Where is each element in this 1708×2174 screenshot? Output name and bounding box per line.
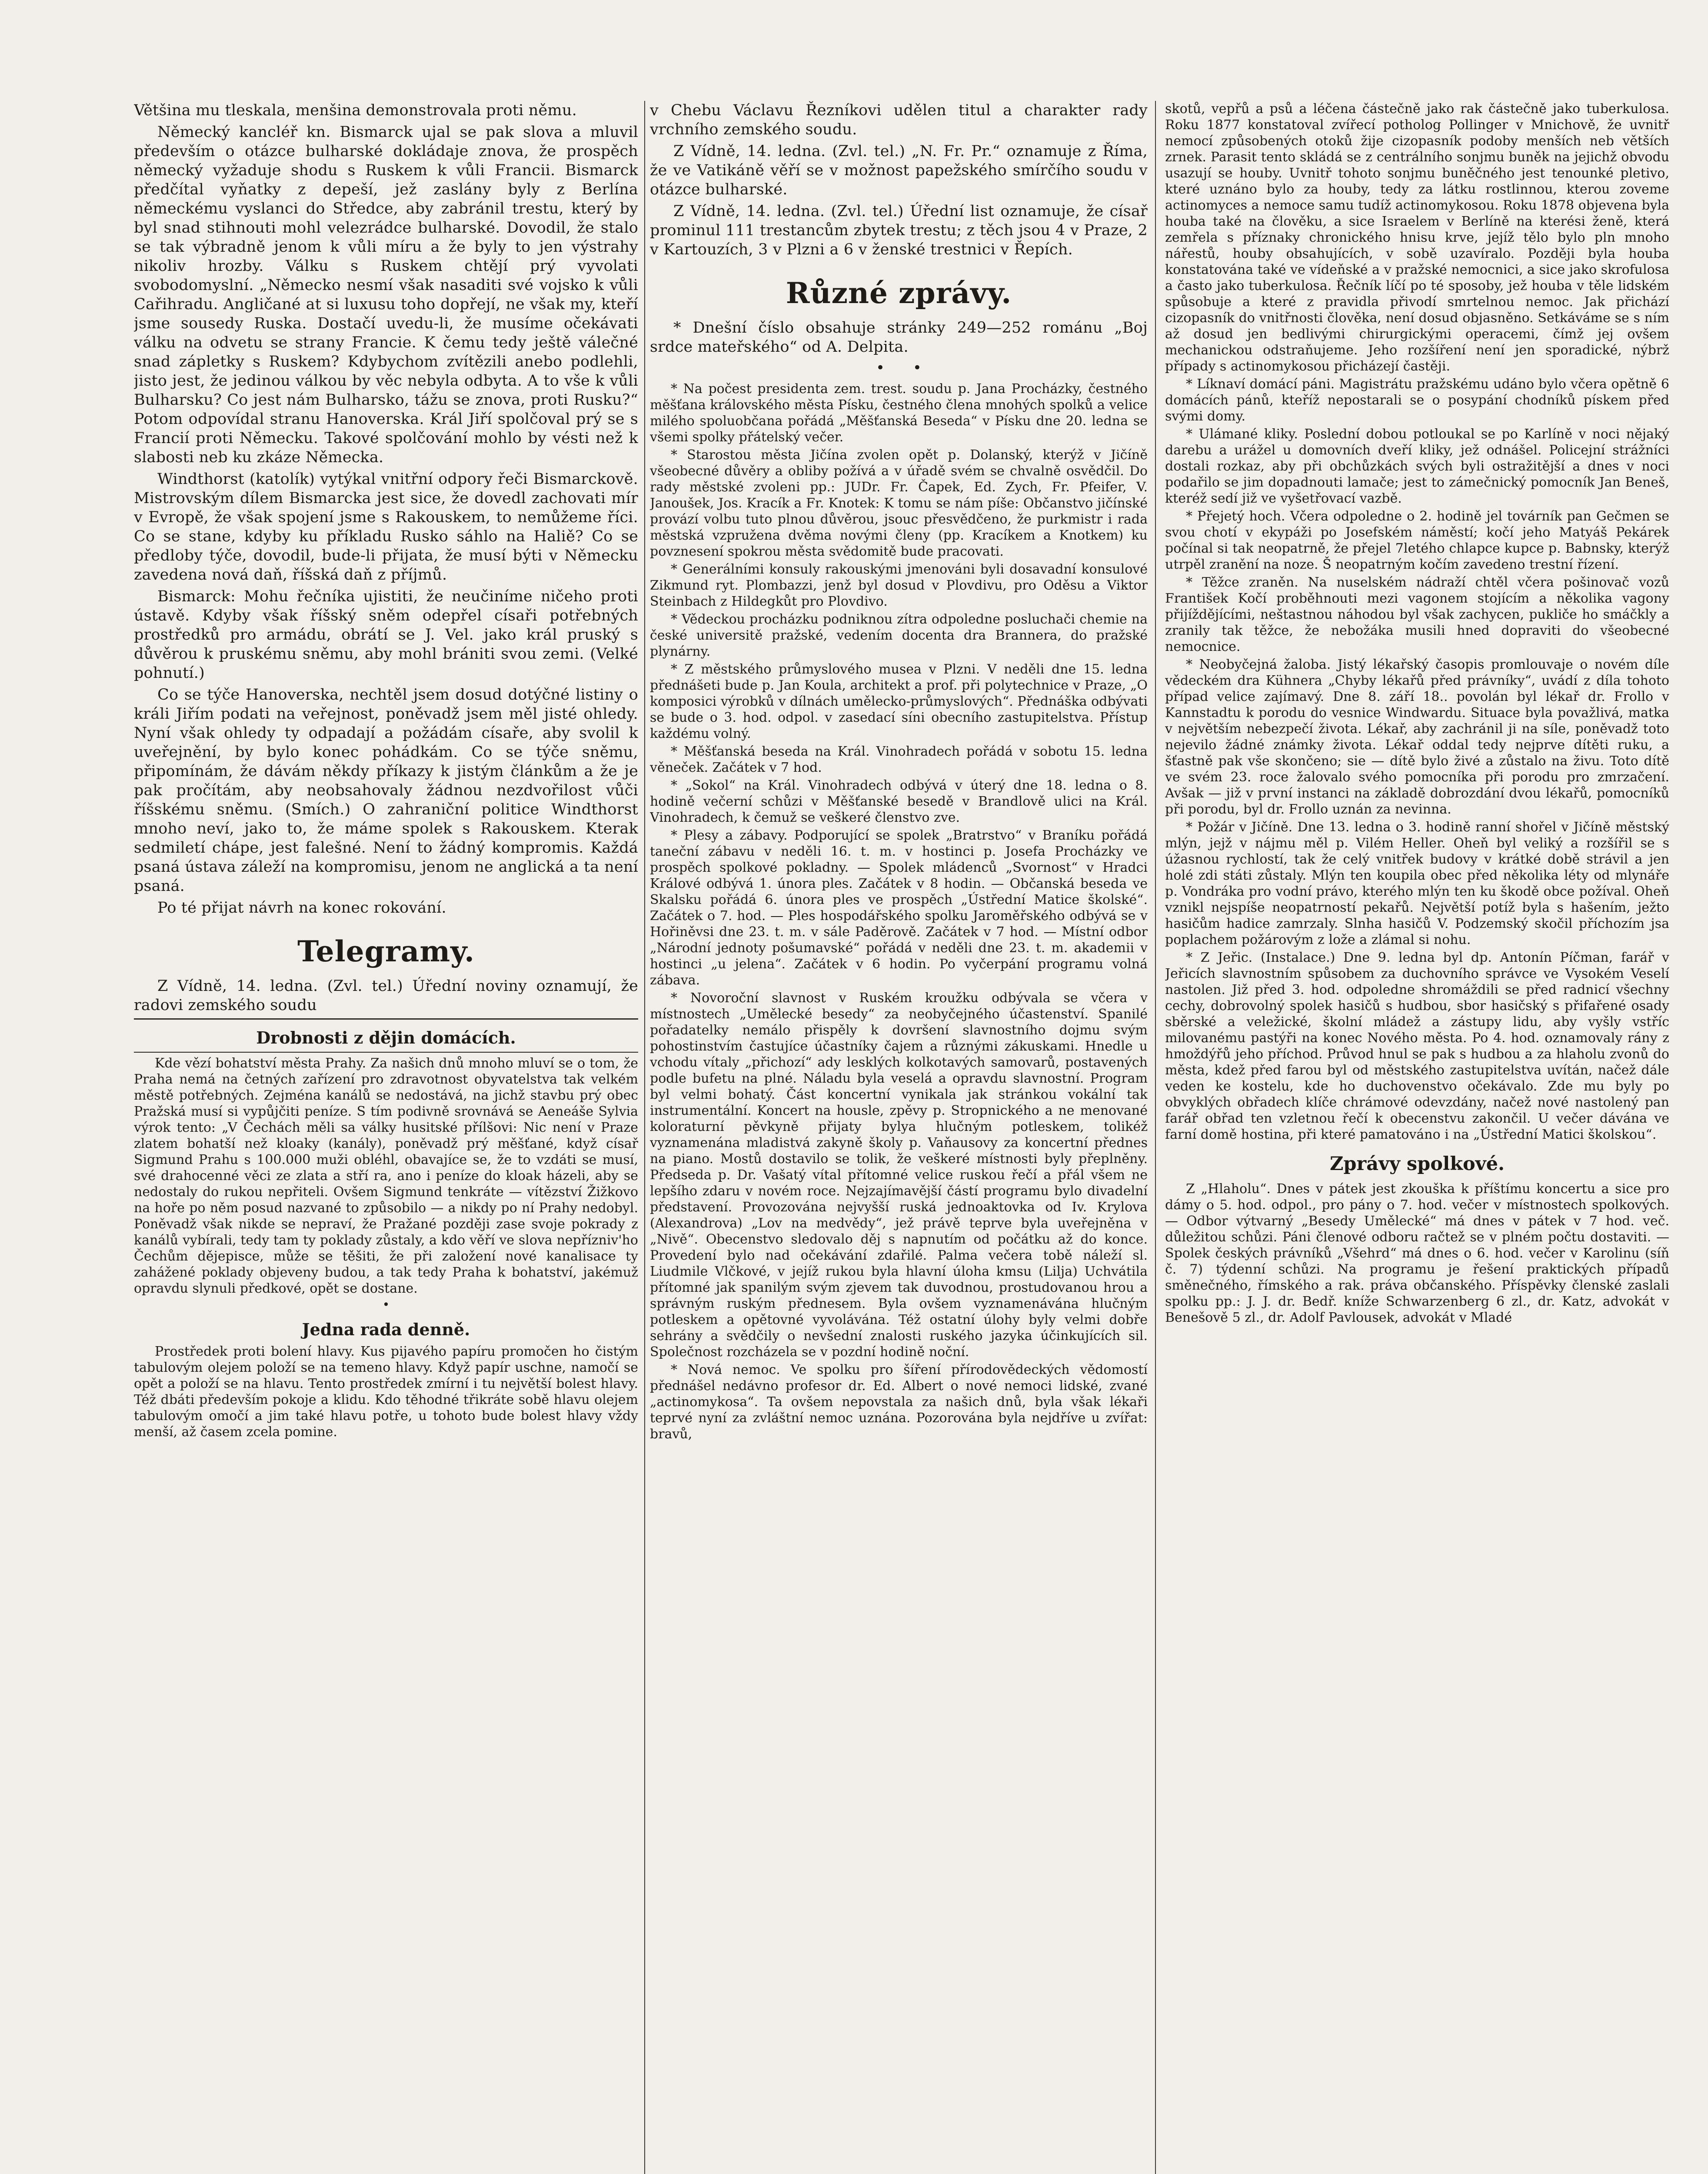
news-item: * Nová nemoc. Ve spolku pro šíření přírodovědeckých vědomostí přednášel nedávno profesor dr. Ed. Albert o nové nemoci lidské, zvané „actinomykosa“. Ta ovšem nepovstala za našich dnů, byla však lékaři teprvé nyní za zvláštní nemoc uznána. Pozorována byla nejdříve u zvířat: bravů, [650, 1362, 1148, 1442]
paragraph: Většina mu tleskala, menšina demonstrovala proti němu. [134, 102, 577, 119]
news-item: * Ulámané kliky. Poslední dobou potloukal se po Karlíně v noci nějaký darebu a urážel u domovních dveří kliky, jež odnášel. Policejní strážníci dostali rozkaz, aby při obchůzkách svých byli ostražitější a dnes v noci podařilo se jim dopadnouti lamače; jest to zámečnický pomocník Jan Beneš, kteréž sedí již ve vyšetřovací vazbě. [1165, 427, 1669, 506]
paragraph: Německý kancléř kn. Bismarck ujal se pak slova a mluvil především o otázce bulharské dokládaje znova, že prospěch německý vyžaduje shodu s Ruskem k vůli Francii. Bismarck předčítal vyňatky z depeší, jež zaslány byly z Berlína německému vyslanci do Středce, aby zabránil trestu, který by byl snad stihnouti mohl velezrádce bulharské. Dovodil, že stalo se tak výbradně jenom k vůli míru a že byly to jen výstrahy nikoliv hrozby. Válku s Ruskem chtějí prý vyvolati svobodomyslní. „Německo nesmí však nasaditi své vojsko k vůli Cařihradu. Angličané at si luxusu toho dopřejí, ne však my, kteří jsme sousedy Ruska. Dostačí uvedu-li, že musíme očekávati válku na odvetu se strany Francie. K čemu tedy ještě válečné snad zápletky s Ruskem? Kdybychom zvítězili anebo podlehli, jisto jest, že jedinou válkou by věc nebyla odbyta. A to vše k vůli Bulharsku? Co jest nám Bulharsko, tážu se znova, proti Rusku?“ Potom odpovídal stranu Hanoverska. Král Jiří spolčoval prý se s Francií proti Německu. Takové spolčování mohlo by vésti než k slabosti neb ku zkáze Německa. [134, 123, 638, 466]
paragraph: Po té přijat návrh na konec rokování. [157, 899, 446, 917]
news-item: * Těžce zraněn. Na nuselském nádraží chtěl včera pošinovač vozů František Kočí proběhnouti mezi vagonem stojícím a několika vagony přijíždějícími, neštastnou náhodou byl však zachycen, pukliče ho smáčkly a zranily tak těžce, že nebožáka musili hned dopraviti do všeobecné nemocnice. [1165, 575, 1669, 654]
paragraph: Co se týče Hanoverska, nechtěl jsem dosud dotýčné listiny o králi Jiřím podati na veřejnost, poněvadž jsem měl jisté ohledy. Nyní však ohledy ty odpadají a požádám císaře, aby svolil k uveřejnění, by bylo konec pohádkám. Co se týče sněmu, připomínám, že dávám někdy příkazy k jistým článkům a že je pak pročítám, aby neobsahovaly žádnou nezdvořilost vůči říšskému sněmu. (Smích.) O zahraniční politice Windthorst mnoho neví, jako to, že máme spolek s Rakouskem. Kterak sedmiletí chápe, jest falešné. Není to žádný kompromis. Každá psaná ústava záleží na kompromisu, jenom ne anglická a ta není psaná. [134, 686, 638, 895]
separator-dot: • [382, 1297, 390, 1312]
news-item: * Z městského průmyslového musea v Plzni. V neděli dne 15. ledna přednášeti bude p. Jan Koula, architekt a prof. při polytechnice v Praze, „O komposici výrobků v dílnách umělecko-průmyslových“. Přednáška odbývati se bude o 3. hod. odpol. v zasedací síni obecního zastupitelstva. Přístup každému volný. [650, 662, 1148, 741]
divider [134, 1018, 638, 1020]
column-right [1165, 101, 1669, 2174]
news-item: * Z Jeřic. (Instalace.) Dne 9. ledna byl dp. Antonín Píčman, farář v Jeřicích slavnostním spůsobem za duchovního správce ve Vysokém Veselí nastolen. Již před 3. hod. odpoledne shromáždili se před radnicí všechny cechy, dobrovolný spolek hasičů s hudbou, sbor hasičský s přifařené osady sběrské a veležické, školní mládež a zástupy lidu, aby vyšly vstříc milovanému pastýři na konec Nového města. Po 4. hod. oznamovaly rány z hmoždýřů jeho příchod. Průvod hnul se pak s hudbou a za hlaholu zvonů do města, kdež před farou byl od městského zastupitelstva uvítán, načež dále veden ke kostelu, kde ho duchovenstvo očekávalo. Zde mu byly po obvyklých obřadech klíče chrámové odevzdány, načež nové nastolený pan farář obřad ten vzletnou řečí k obecenstvu zakončil. U večer dávána ve farní domě hostina, při které pamatováno i na „Ústřední Matici školskou“. [1165, 950, 1669, 1142]
news-item: * Vědeckou procházku podniknou zítra odpoledne posluchači chemie na české universitě pražské, vedením docenta dra Brannera, do pražské plynárny. [650, 612, 1148, 659]
paragraph: v Chebu Václavu Řezníkovi udělen titul a charakter rady vrchního zemského soudu. [650, 102, 1148, 138]
divider [134, 1052, 638, 1053]
paragraph: Prostředek proti bolení hlavy. Kus pijavého papíru promočen ho čistým tabulovým olejem položí se na temeno hlavy. Když papír uschne, namočí se opět a položí se na hlavu. Tento prostředek zmírní i tu největší bolest hlavy. Též dbáti především pokoje a klidu. Kdo těhodné třikráte sobě hlavu olejem tabulovým omočí a jim také hlavu potře, u tohoto bude bolest hlavy vždy menší, až časem zcela pomine. [134, 1344, 638, 1440]
news-item: * Měšťanská beseda na Král. Vinohradech pořádá v sobotu 15. ledna věneček. Začátek v 7 hod. [650, 744, 1148, 775]
column-left [134, 101, 638, 2174]
column-middle [650, 101, 1148, 2174]
news-item: * Neobyčejná žaloba. Jistý lékařský časopis promlouvaje o novém díle vědeckém dra Kühnera „Chyby lékařů před právníky“, uvádí z díla tohoto případ velice zajímavý. Dne 8. září 18.. povolán byl lékař dr. Frollo v Kannstadtu k porodu do vesnice Windwardu. Situace byla považlivá, matka v největším nebezpečí života. Lékař, aby zachránil ji na síle, poněvadž toto nejevilo žádné známky života. Lékař oddal tedy nejprve dítěti ruku, a šťastně pak vše skončeno; sie — dítě bylo živé a zůstalo na živu. Toto dítě ve svém 23. roce žalovalo svého pomocníka při porodu pro zmrzačení. Avšak — již v první instanci na základě dobrozdání dvou lékařů, pomocníků při porodu, byl dr. Frollo uznán za nevinna. [1165, 657, 1669, 817]
column-rule [1155, 101, 1156, 2174]
section-heading-telegramy: Telegramy. [297, 934, 475, 968]
paragraph: Kde vězí bohatství města Prahy. Za našich dnů mnoho mluví se o tom, že Praha nemá na četných zařízení pro zdravotnost obyvatelstva tak velkém městě potřebných. Zejména kanálů se nedostává, na jichž stavbu prý obec Pražská musí si vypůjčiti peníze. S tím podivně srovnává se Aeneáše Sylvia výrok tento: „V Čechách měli sa války husitské přílšovi: Nic není v Praze zlatem bohatší než kloaky (kanály), poněvadž prý měšťané, když císař Sigmund Prahu s 100.000 muži obléhl, obavajíce se, že to vzdáti se musí, své drahocenné věci ze zlata a stří ra, ano i peníze do kloak házeli, aby se nedostaly do rukou nepřiteli. Ovšem Sigmund tenkráte — vítězství Žižkovo na hoře po něm posud nazvané to způsobilo — a nikdy po ní Prahy nedobyl. Poněvadž však nikde se nepraví, že Pražané později zase svoje pokrady z kanálů vybírali, tedy tam ty poklady zůstaly, a kdo věří ve slova nepřízniv'ho Čechům dějepisce, může se těšiti, že při založení nové kanalisace ty zahážené poklady objeveny budou, a tak tedy Praha k bohatství, jakémuž opravdu slynuli předkové, opět se dostane. [134, 1056, 638, 1296]
separator-stars: • • [876, 359, 922, 377]
paragraph: Z Vídně, 14. ledna. (Zvl. tel.) Úřední noviny oznamují, že radovi zemského soudu [134, 977, 638, 1014]
section-heading-ruzne-zpravy: Různé zprávy. [786, 276, 1012, 310]
news-item: * Novoroční slavnost v Ruském kroužku odbývala se včera v místnostech „Umělecké besedy“ za neobyčejného účastenství. Spanilé pořadatelky nemálo přispěly k dovršení slavnostního dojmu svým pohostinstvím častujíce účastníky čajem a různými zákuskami. Hnedle u vchodu vítaly „přichozí“ ady lesklých kolkotavých samovarů, postavených podle bufetu na plné. Náladu byla veselá a opravdu slavnostní. Program byl velmi bohatý. Část koncertní vynikala jak stránkou vokální tak instrumentální. Koncert na housle, zpěvy p. Stropnického a ne menované koloraturní pěvkyně přijaty bylya hlučným potleskem, tolikéž vyznamenána mladistvá zakyně školy p. Vaňausovy za koncertní přednes na piano. Mostů dostavilo se tolik, že veškeré místnosti byly přeplněny. Předseda p. Dr. Vašatý vítal přítomné velice ruskou řečí a přál všem ne lepšího zdaru v novém roce. Nejzajímavější částí programu bylo divadelní představení. Provozována nejvyšší ruská jednoaktovka od Iv. Krylova (Alexandrova) „Lov na medvědy“, jež právě teprve byla uveřejněna v „Nivě“. Obecenstvo sledovalo děj s napnutím od počátku až do konce. Provedení bylo nad očekávání zdařilé. Palma večera tobě náleží sl. Liudmile Vlčkové, v jejíž rukou byla hlavní úloha kmsu (Lilja) Uchvátila přítomné jak spanilým svým zjevem tak duvodnou, prostudovanou hrou a správným ruským přednesem. Byla ovšem vyznamenávána hlučným potleskem a opětovné vyvolávána. Též ostatní úlohy byly velmi dobře sehrány a svědčily o nevšední znalosti ruského jazyka účinkujících sil. Společnost rozcházela se v pozdní hodině noční. [650, 990, 1148, 1360]
news-item: * Na počest presidenta zem. trest. soudu p. Jana Procházky, čestného měšťana královského města Písku, čestného člena mnohých spolků a velice milého spoluobčana pořádá „Měšťanská Beseda“ v Písku dne 20. ledna se všemi spolky přátelský večer. [650, 381, 1148, 445]
news-item: Z „Hlaholu“. Dnes v pátek jest zkouška k příštímu koncertu a sice pro dámy o 5. hod. odpol., pro pány o 7. hod. večer v místnostech spolkových. — Odbor výtvarný „Besedy Umělecké“ má dnes v pátek v 7 hod. več. důležitou schůzi. Páni členové odboru račtež se v plném počtu dostaviti. — Spolek českých právníků „Všehrd“ má dnes o 6. hod. večer v Karolinu (síň č. 7) týdenní schůzi. Na programu je řešení praktických případů směnečného, římského a rak. práva občanského. Příspěvky členské zaslali spolku pp.: J. J. dr. Bedř. kníže Schwarzenberg 6 zl., dr. Katz, advokát v Benešově 5 zl., dr. Adolf Pavlousek, advokát v Mladé [1165, 1181, 1669, 1325]
section-heading-drobnosti: Drobnosti z dějin domácích. [256, 1028, 516, 1047]
news-item: * Přejetý hoch. Včera odpoledne o 2. hodině jel továrník pan Gečmen se svou chotí v ekypáži po Josefském náměstí; kočí jeho Matyáš Pekárek počínal si tak neopatrně, že přejel 7letého chlapce kupce p. Babnsky, kterýž utrpěl zranění na noze. Š neopatrným kočím zavedeno trestní řízení. [1165, 509, 1669, 572]
paragraph: Windthorst (katolík) vytýkal vnitřní odpory řeči Bismarckově. Mistrovským dílem Bismarcka jest sice, že dovedl zachovati mír v Evropě, že však spojení jsme s Rakouskem, to nemůžeme říci. Co se stane, kdyby ku příkladu Rusko sáhlo na Haliě? Co se předloby týče, dovodil, bude-li přijata, že musí býti v Německu zavedena nová daň, říšská daň z příjmů. [134, 470, 638, 584]
news-item: * Líknaví domácí páni. Magistrátu pražskému udáno bylo včera opětně 6 domácích pánů, kteříž nepostarali se o posypání chodníků pískem před svými domy. [1165, 377, 1669, 424]
news-item: * Generálními konsuly rakouskými jmenováni byli dosavadní konsulové Zikmund ryt. Plombazzi, jenž byl dosud v Plovdivu, pro Oděsu a Viktor Steinbach z Hildegkůt pro Plovdivo. [650, 562, 1148, 609]
news-item: * „Sokol“ na Král. Vinohradech odbývá v úterý dne 18. ledna o 8. hodině večerní schůzi v Měšťanské besedě v Brandlově ulici na Král. Vinohradech, k čemuž se veškeré členstvo zve. [650, 778, 1148, 825]
section-heading-jedna-rada: Jedna rada denně. [302, 1320, 470, 1339]
news-item: * Požár v Jičíně. Dne 13. ledna o 3. hodině ranní shořel v Jičíně městský mlýn, jejž v nájmu měl p. Vilém Heller. Oheň byl veliký a rozšířil se s úžasnou rychlostí, tak že celý vnitřek budovy v krátké době strávil a jen holé zdi státi zůstaly. Mlýn ten koupila obec před několika léty od mlynáře p. Vondráka pro vodní právo, kterého mlýn ten ku škodě obce požíval. Oheň vznikl nejspíše neopatrností pekařů. Největší potíž byla s hašením, ježto hasičům hadice zamrzaly. Slnha hasičů V. Podzemský skočil příchozím jsa poplachem požárovým z lože a zlámal si nohu. [1165, 820, 1669, 947]
news-item: * Plesy a zábavy. Podporující se spolek „Bratrstvo“ v Braníku pořádá taneční zábavu v neděli 16. t. m. v hostinci p. Josefa Procházky ve prospěch spolkové pokladny. — Spolek mládenců „Svornost“ v Hradci Králové odbývá 1. února ples. Začátek v 8 hodin. — Občanská beseda ve Skalsku pořádá 6. února ples ve prospěch „Ústřední Matice školské“. Začátek o 7. hod. — Ples hospodářského spolku Jaroměřského odbývá se v Hořiněvsi dne 23. t. m. v sále Paděrově. Začátek v 7 hod. — Místní odbor „Národní jednoty pošumavské“ pořádá v neděli dne 23. t. m. akademii v hostinci „u jelena“. Začátek v 6 hodin. Po vyčerpání programu volná zábava. [650, 828, 1148, 988]
paragraph: Z Vídně, 14. ledna. (Zvl. tel.) Úřední list oznamuje, že císař prominul 111 trestancům zbytek trestu; z těch jsou 4 v Praze, 2 v Kartouzích, 3 v Plzni a 6 v ženské trestnici v Řepích. [650, 203, 1148, 258]
news-item: * Starostou města Jičína zvolen opět p. Dolanský, kterýž v Jičíně všeobecné důvěry a obliby požívá a v úřadě svém se chvalně osvědčil. Do rady městské zvoleni pp.: JUDr. Fr. Čapek, Ed. Zych, Fr. Pfeifer, V. Janoušek, Jos. Kracík a Fr. Knotek: K tomu se nám píše: Občanstvo jičínské provází volbu tuto plnou důvěrou, jsouc přesvědčeno, že purkmistr i rada městská vzpružena dvěma novými členy (pp. Kracíkem a Knotkem) ku povznesení spokrou města svědomitě bude pracovati. [650, 447, 1148, 559]
section-heading-zpravy-spolkove: Zprávy spolkové. [1330, 1153, 1505, 1175]
paragraph: Bismarck: Mohu řečníka ujistiti, že neučiníme ničeho proti ústavě. Kdyby však říšský sněm odepřel císaři potřebných prostředků pro armádu, obrátí se J. Vel. jako král pruský s důvěrou k pruskému sněmu, aby mohl brániti svou zemi. (Velké pohnutí.) [134, 588, 638, 682]
paragraph: Z Vídně, 14. ledna. (Zvl. tel.) „N. Fr. Pr.“ oznamuje z Říma, že ve Vatikáně věří se v možnost papežského smírčího soudu v otázce bulharské. [650, 143, 1148, 198]
news-item: skotů, vepřů a psů a léčena částečně jako rak částečně jako tuberkulosa. Roku 1877 konstatoval zvířecí potholog Pollinger v Mnichově, že uvnitř nemocí způsobených otoků žije cizopasník podoby menších neb větších zrnek. Parasit tento skládá se z centrálního sonjmu buněk na jejichž obvodu usazují se houby. Uvnitř tohoto sonjmu buněčného jest tenounké pletivo, které uznáno bylo za houby, tedy za látku rostlinnou, kterou zoveme actinomyces a nemoce samu tudíž actinomykosou. Roku 1878 objevena byla houba také na člověku, a sice Israelem v Berlíně na kterési ženě, která zemřela s příznaky chronického hnisu krve, jejíž tělo bylo pln mnoho nářestů, houby obsahujících, v sobě uzavíralo. Později byla houba konstatována také ve vídeňské a v pražské nemocnici, a sice jako skrofulosa a často jako tuberkulosa. Řečník líčí po té sposoby, jež houba v těle lidském spůsobuje a které z pravidla přivodí smrtelnou nemoc. Jak přichází cizopasník do vnitřnosti člověka, není dosud objasněno. Setkáváme se s ním až dosud jen bedlivými chirurgickými operacemi, čímž jej ovšem mechanickou odstraňujeme. Jeho rozšíření není jen sporadické, nýbrž případy s actinomykosou přicházejí častěji. [1165, 101, 1669, 374]
news-item: * Dnešní číslo obsahuje stránky 249—252 románu „Boj srdce mateřského“ od A. Delpita. [650, 319, 1148, 356]
column-rule [644, 101, 645, 2174]
